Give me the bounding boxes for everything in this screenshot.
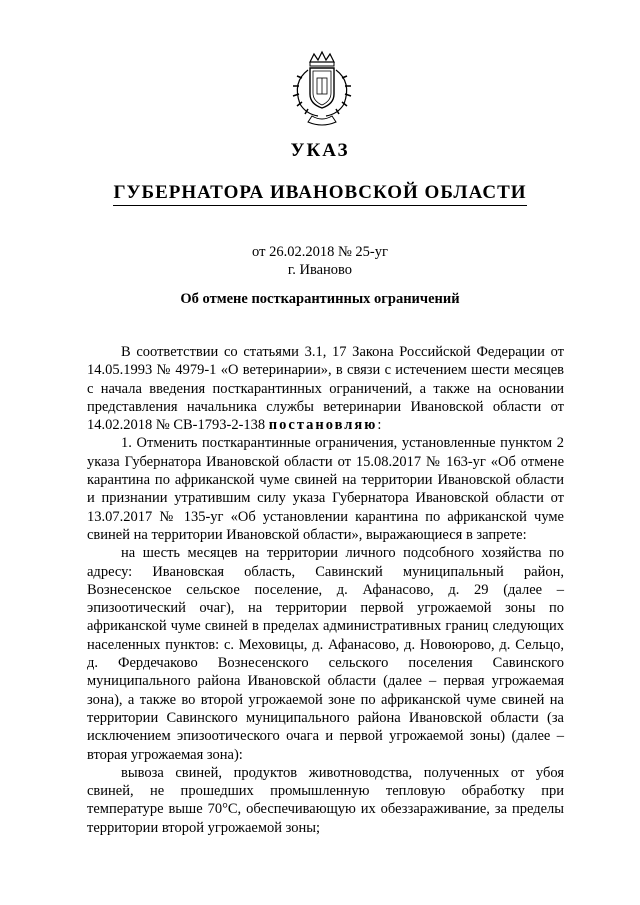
document-body — [87, 343, 564, 837]
intro-paragraph — [87, 343, 564, 434]
document-title: УКАЗ — [290, 140, 350, 161]
document-subject: Об отмене посткарантинных ограничений — [180, 291, 460, 307]
coat-of-arms-emblem — [282, 48, 362, 128]
decree-word: постановляю — [268, 417, 378, 434]
city: г. Иваново — [287, 262, 353, 278]
paragraph-3: вывоза свиней, продуктов животноводства, полученных от убоя свиней, не прошедших промышленную тепловую обработку при температуре выше 70°С, обеспечивающую их обеззараживание, за пределы территории второй угрожаемой зоны; — [87, 764, 564, 836]
paragraph-2: на шесть месяцев на территории личного подсобного хозяйства по адресу: Ивановская область, Савинский муниципальный район, Вознесенское сельское поселение, д. Афанасово, д. 29 (далее – эпизоотический очаг), на территории первой угрожаемой зоны по африканской чуме свиней в пределах административных границ следующих населенных пунктов: с. Меховицы, д. Афанасово, д. Новоюрово, д. Сельцо, д. Фердечаково Вознесенского сельского поселения Савинского муниципального района Ивановской области (далее – первая угрожаемая зона), а также во второй угрожаемой зоне по африканской чуме свиней на территории Савинского муниципального района Ивановской области (за исключением эпизоотического очага и первой угрожаемой зоны) (далее – вторая угрожаемая зона): — [87, 545, 564, 763]
document-issuer — [0, 182, 640, 204]
point-1-paragraph: 1. Отменить посткарантинные ограничения, установленные пунктом 2 указа Губернатора Ивановской области от 15.08.2017 № 163-уг «Об отмене карантина по африканской чуме свиней на территории Ивановской области и признании утратившим силу указа Губернатора Ивановской области от 13.07.2017 № 135-уг «Об установлении карантина по африканской чуме свиней на территории Ивановской области», выражающиеся в запрете: — [87, 435, 564, 543]
intro-end: : — [377, 417, 382, 434]
date-number: от 26.02.2018 № 25-уг — [252, 244, 388, 260]
issuer-text: ГУБЕРНАТОРА ИВАНОВСКОЙ ОБЛАСТИ — [113, 182, 526, 206]
intro-text: В соответствии со статьями 3.1, 17 Закона Российской Федерации от 14.05.1993 № 4979-1 «О ветеринарии», в связи с истечением шести месяцев с начала введения посткарантинных ограничений, а также на основании представления начальника службы ветеринарии Ивановской области от 14.02.2018 № СВ-1793-2-138 — [87, 344, 564, 434]
